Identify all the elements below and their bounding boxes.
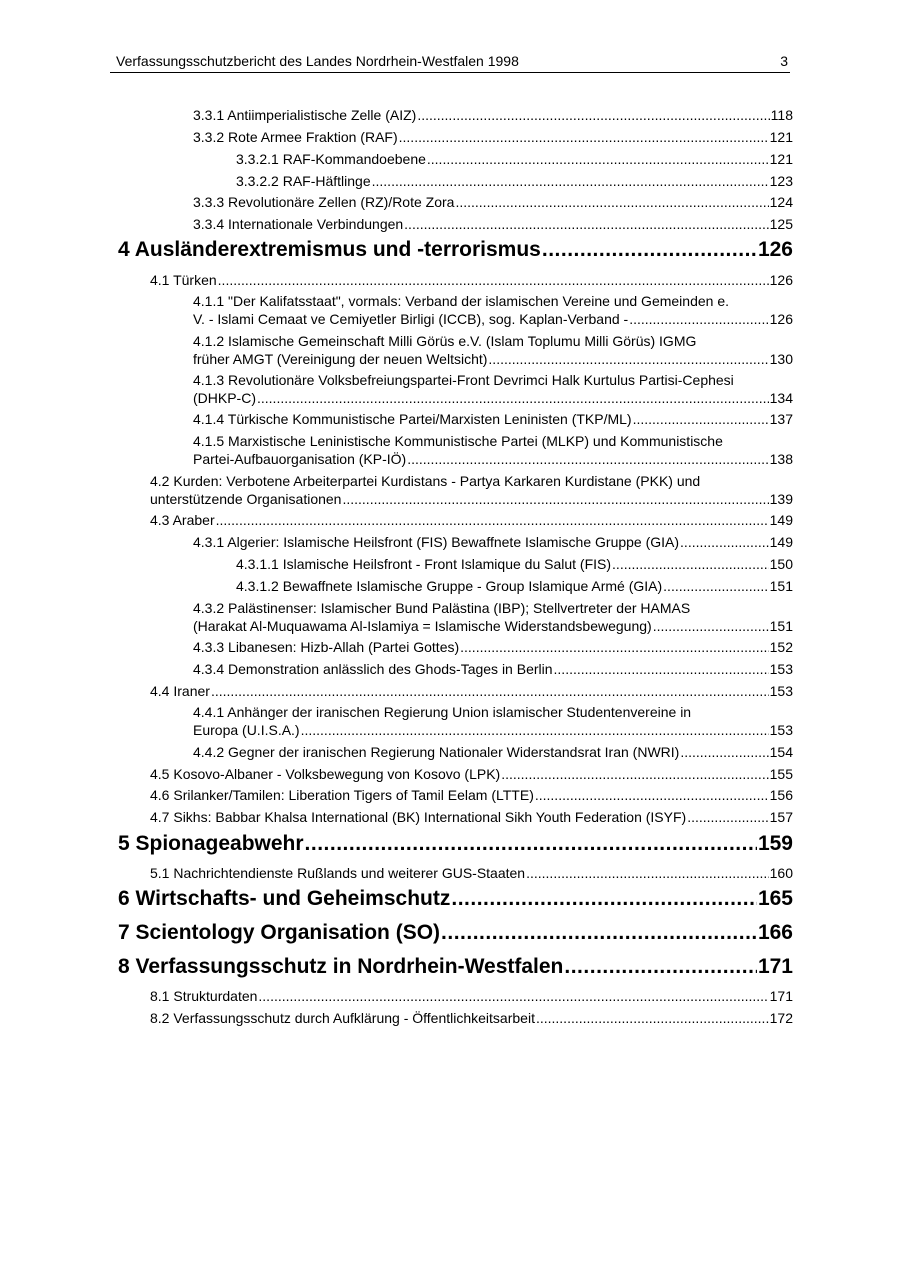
toc-entry-3-3-4[interactable]: 3.3.4 Internationale Verbindungen ..... 125 <box>193 216 793 234</box>
toc-page-number: 121 <box>769 151 793 167</box>
toc-page-number: 149 <box>769 534 793 550</box>
toc-entry-4-3-1[interactable]: 4.3.1 Algerier: Islamische Heilsfront (FIS) Bewaffnete Islamische Gruppe (GIA) ..... 149 <box>193 534 793 552</box>
toc-page-number: 118 <box>770 107 793 123</box>
toc-entry-4-6[interactable]: 4.6 Srilanker/Tamilen: Liberation Tigers of Tamil Eelam (LTTE) ..... 156 <box>150 787 793 805</box>
toc-page-number: 124 <box>769 194 793 210</box>
running-header <box>110 52 790 73</box>
toc-entry-4-1-4[interactable]: 4.1.4 Türkische Kommunistische Partei/Marxisten Leninisten (TKP/ML) ..... 137 <box>193 411 793 429</box>
toc-entry-4-2[interactable]: 4.2 Kurden: Verbotene Arbeiterpartei Kurdistans - Partya Karkaren Kurdistane (PKK) und unterstützende Organisationen ..... 139 <box>150 473 793 508</box>
toc-entry-4-1-3[interactable]: 4.1.3 Revolutionäre Volksbefreiungspartei-Front Devrimci Halk Kurtulus Partisi-Cephesi (DHKP-C) ..... 134 <box>193 372 793 407</box>
toc-page-number: 171 <box>757 955 793 978</box>
toc-entry-4-3-1-1[interactable]: 4.3.1.1 Islamische Heilsfront - Front Islamique du Salut (FIS) ..... 150 <box>236 556 793 574</box>
toc-chapter-4[interactable]: 4 Ausländerextremismus und -terrorismus ..... 126 <box>118 238 793 262</box>
toc-page-number: 172 <box>769 1010 793 1026</box>
toc-entry-4-3-4[interactable]: 4.3.4 Demonstration anlässlich des Ghods-Tages in Berlin ..... 153 <box>193 661 793 679</box>
toc-page-number: 165 <box>757 887 793 910</box>
toc-page-number: 160 <box>769 865 793 881</box>
toc-page-number: 151 <box>769 617 793 634</box>
toc-page-number: 151 <box>769 578 793 594</box>
toc-page-number: 139 <box>769 490 793 507</box>
toc-page-number: 126 <box>757 238 793 261</box>
toc-entry-4-1[interactable]: 4.1 Türken ..... 126 <box>150 272 793 290</box>
toc-page-number: 138 <box>769 450 793 467</box>
toc-page-number: 153 <box>769 683 793 699</box>
toc-page-number: 130 <box>769 350 793 367</box>
toc-page-number: 126 <box>769 310 793 327</box>
header-title: Verfassungsschutzbericht des Landes Nordrhein-Westfalen 1998 <box>116 53 519 69</box>
toc-page-number: 126 <box>769 272 793 288</box>
toc-entry-3-3-2[interactable]: 3.3.2 Rote Armee Fraktion (RAF) ..... 121 <box>193 129 793 147</box>
toc-entry-4-4-2[interactable]: 4.4.2 Gegner der iranischen Regierung Nationaler Widerstandsrat Iran (NWRI) ..... 154 <box>193 744 793 762</box>
toc-page-number: 166 <box>757 921 793 944</box>
toc-page-number: 137 <box>769 411 793 427</box>
toc-entry-4-5[interactable]: 4.5 Kosovo-Albaner - Volksbewegung von Kosovo (LPK) ..... 155 <box>150 766 793 784</box>
toc-page-number: 171 <box>769 988 793 1004</box>
toc-entry-4-4[interactable]: 4.4 Iraner ..... 153 <box>150 683 793 701</box>
toc-page-number: 153 <box>769 721 793 738</box>
toc-page-number: 149 <box>769 512 793 528</box>
toc-page-number: 154 <box>769 744 793 760</box>
toc-page-number: 123 <box>769 173 793 189</box>
toc-entry-3-3-2-2[interactable]: 3.3.2.2 RAF-Häftlinge ..... 123 <box>236 173 793 191</box>
toc-chapter-5[interactable]: 5 Spionageabwehr ..... 159 <box>118 832 793 856</box>
toc-entry-8-2[interactable]: 8.2 Verfassungsschutz durch Aufklärung - Öffentlichkeitsarbeit ..... 172 <box>150 1010 793 1028</box>
toc-entry-4-7[interactable]: 4.7 Sikhs: Babbar Khalsa International (BK) International Sikh Youth Federation (ISYF) ..... 157 <box>150 809 793 827</box>
toc-entry-3-3-1[interactable]: 3.3.1 Antiimperialistische Zelle (AIZ) ..... 118 <box>193 107 793 125</box>
toc-entry-4-3-1-2[interactable]: 4.3.1.2 Bewaffnete Islamische Gruppe - Group Islamique Armé (GIA) ..... 151 <box>236 578 793 596</box>
toc-entry-3-3-3[interactable]: 3.3.3 Revolutionäre Zellen (RZ)/Rote Zora ..... 124 <box>193 194 793 212</box>
toc-page-number: 157 <box>769 809 793 825</box>
toc-entry-4-3[interactable]: 4.3 Araber ..... 149 <box>150 512 793 530</box>
toc-chapter-8[interactable]: 8 Verfassungsschutz in Nordrhein-Westfalen ..... 171 <box>118 955 793 979</box>
toc-page-number: 152 <box>769 639 793 655</box>
toc-chapter-7[interactable]: 7 Scientology Organisation (SO) ..... 166 <box>118 921 793 945</box>
toc-page-number: 121 <box>769 129 793 145</box>
header-page-number: 3 <box>780 53 788 69</box>
toc-entry-8-1[interactable]: 8.1 Strukturdaten ..... 171 <box>150 988 793 1006</box>
toc-chapter-6[interactable]: 6 Wirtschafts- und Geheimschutz ..... 165 <box>118 887 793 911</box>
toc-page-number: 159 <box>757 832 793 855</box>
toc-page-number: 156 <box>769 787 793 803</box>
toc-entry-4-1-2[interactable]: 4.1.2 Islamische Gemeinschaft Milli Görüs e.V. (Islam Toplumu Milli Görüs) IGMG früher AMGT (Vereinigung der neuen Weltsicht) ..... 130 <box>193 333 793 368</box>
toc-entry-5-1[interactable]: 5.1 Nachrichtendienste Rußlands und weiterer GUS-Staaten ..... 160 <box>150 865 793 883</box>
toc-entry-4-3-3[interactable]: 4.3.3 Libanesen: Hizb-Allah (Partei Gottes) ..... 152 <box>193 639 793 657</box>
toc-page-number: 155 <box>769 766 793 782</box>
toc-entry-4-3-2[interactable]: 4.3.2 Palästinenser: Islamischer Bund Palästina (IBP); Stellvertreter der HAMAS (Harakat Al-Muquawama Al-Islamiya = Islamische Widerstandsbewegung) ..... 151 <box>193 600 793 635</box>
toc-page-number: 153 <box>769 661 793 677</box>
toc-page-number: 125 <box>769 216 793 232</box>
toc-entry-4-4-1[interactable]: 4.4.1 Anhänger der iranischen Regierung Union islamischer Studentenvereine in Europa (U.I.S.A.) ..... 153 <box>193 704 793 739</box>
toc-page-number: 134 <box>769 389 793 406</box>
toc-entry-4-1-5[interactable]: 4.1.5 Marxistische Leninistische Kommunistische Partei (MLKP) und Kommunistische Partei-Aufbauorganisation (KP-IÖ) ..... 138 <box>193 433 793 468</box>
toc-page-number: 150 <box>769 556 793 572</box>
toc-entry-3-3-2-1[interactable]: 3.3.2.1 RAF-Kommandoebene ..... 121 <box>236 151 793 169</box>
toc-entry-4-1-1[interactable]: 4.1.1 "Der Kalifatsstaat", vormals: Verband der islamischen Vereine und Gemeinden e. V. - Islami Cemaat ve Cemiyetler Birligi (ICCB), sog. Kaplan-Verband - ..... 126 <box>193 293 793 328</box>
